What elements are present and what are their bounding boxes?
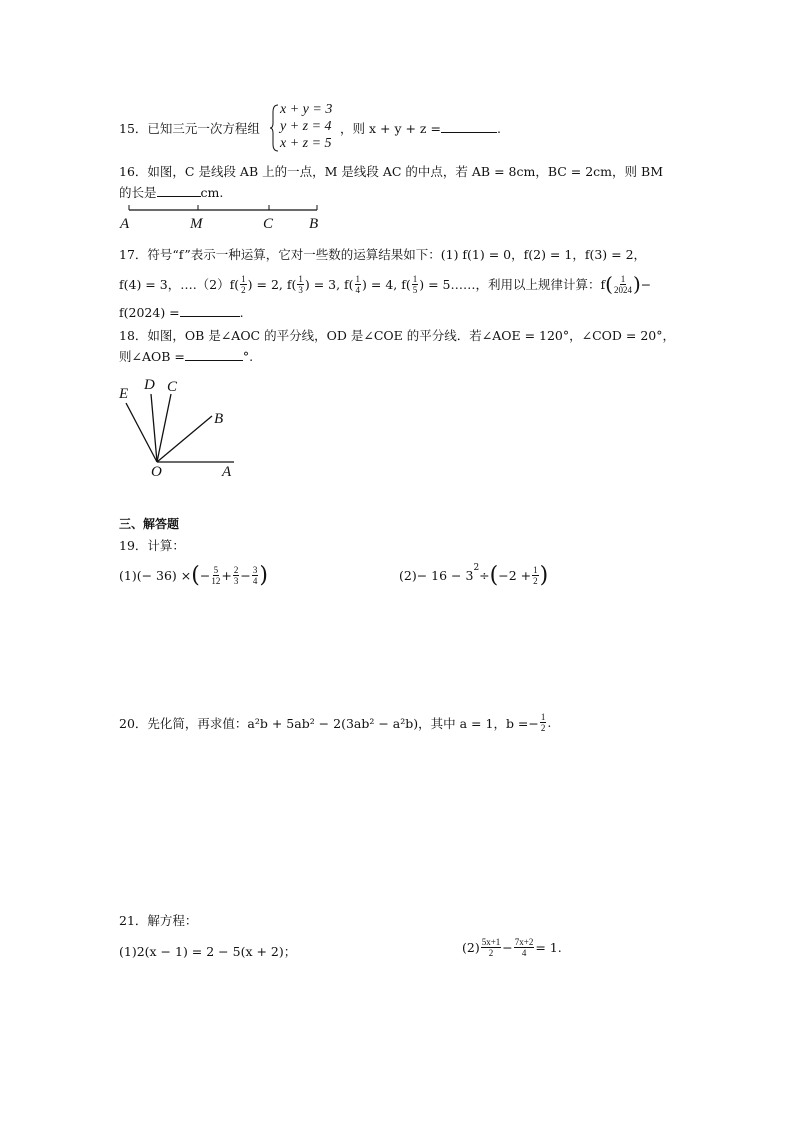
q19-frac-3: $\frac{3}{4}$ [252,565,258,586]
q17-line2: f(4) = 3，….（2）f( $\frac{1}{2}$ ) = 2, f( $\frac{1}{3}$ ) = 3, f( $\frac{1}{4}$ ) = 4, f( $\frac{1}{5}$ ) = 5……，利用以上规律计算：f ( $\frac{1}{2024}$ ) − [119,272,652,296]
point-label-e: E [119,386,129,402]
q21-frac-2: $\frac{7x+2}{4}$ [514,937,534,958]
q19-p2-sup: 2 [473,563,480,573]
q15-end: . [496,121,501,136]
q21-frac-1: $\frac{5x+1}{2}$ [481,937,501,958]
q17-text-b: ) = 2, f( [247,276,297,292]
segment-diagram [115,200,335,234]
point-label-c2: C [167,379,178,395]
q17-text-c: ) = 3, f( [304,276,354,292]
q18-line2 [119,347,253,365]
section-heading: 三、解答题 [119,517,180,531]
point-label-d: D [144,377,155,393]
q15-answer-blank[interactable] [441,120,497,133]
q21-p2-post: = 1. [535,940,562,955]
q19-p2-a: (2)− 16 − 3 [399,568,474,583]
q21-p2-mid: − [502,940,513,955]
q17-frac-3: $\frac{1}{4}$ [355,273,361,295]
point-label-o: O [151,464,162,480]
q19-p1-b: − [199,568,211,583]
q15-brace [270,104,280,152]
q21-p2-pre: (2) [462,940,480,955]
q17-text-d: ) = 4, f( [362,276,411,292]
q17-line3-post: . [239,305,244,320]
q17-frac-1: $\frac{1}{2}$ [241,273,246,295]
point-label-a2: A [222,464,232,480]
q17-text-f: − [640,276,652,292]
q19-title: 19．计算： [119,538,185,553]
q15-suffix-text: ，则 x + y + z = [340,121,441,136]
q20-frac: $\frac{1}{2}$ [540,712,546,733]
q18-line1: 18．如图，OB 是∠AOC 的平分线，OD 是∠COE 的平分线．若∠AOE = 120°，∠COD = 20°， [119,328,676,343]
q19-part2: (2)− 16 − 3 $^2$ ÷ ( −2 + $\frac{1}{2}$ ) [399,563,549,588]
q17-line3 [119,304,244,320]
q16-line2 [119,183,223,201]
q17-answer-blank[interactable] [180,304,240,317]
q19-p2-c: −2 + [498,568,532,583]
q17-line1: 17．符号“f”表示一种运算，它对一些数的运算结果如下：(1) f(1) = 0，f(2) = 1，f(3) = 2， [119,247,647,262]
q15-eq3: x + z = 5 [280,136,332,151]
q20-end: . [547,715,552,730]
q19-part1: (1)(− 36) × ( − $\frac{5}{12}$ + $\frac{2}{3}$ − $\frac{3}{4}$ ) [119,563,268,588]
q21-part2 [462,937,562,958]
q16-line2-post: cm. [200,185,224,200]
q17-text-a: f(4) = 3，….（2）f( [119,277,240,292]
point-label-b2: B [214,411,224,427]
q19-p1-d: − [240,568,251,583]
q18-answer-blank[interactable] [185,348,243,361]
q21-title: 21．解方程： [119,913,198,928]
point-label-a: A [120,216,130,232]
angle-diagram [112,372,262,480]
q17-frac-4: $\frac{1}{5}$ [412,273,418,295]
q19-frac-2: $\frac{2}{3}$ [233,565,239,586]
q15-prefix: 15．已知三元一次方程组 [119,121,260,136]
q19-p1-c: + [221,568,232,583]
q17-line3-pre: f(2024) = [119,305,180,320]
q16-answer-blank[interactable] [157,184,201,197]
q20-text: 20．先化简，再求值：a²b + 5ab² − 2(3ab² − a²b)，其中 a = 1，b =− [119,715,539,731]
q16-line1: 16．如图，C 是线段 AB 上的一点，M 是线段 AC 的中点，若 AB = 8cm，BC = 2cm，则 BM [119,164,663,179]
q16-line2-pre: 的长是 [119,185,157,200]
point-label-b: B [309,216,319,232]
point-label-m: M [190,216,203,232]
q19-frac-4: $\frac{1}{2}$ [533,565,538,586]
q18-line2-post: °. [242,349,254,364]
q19-p1-a: (1)(− 36) × [119,568,192,583]
q17-frac-2: $\frac{1}{3}$ [298,273,303,295]
q15-eq1: x + y = 3 [280,102,333,117]
q17-frac-2024: $\frac{1}{2024}$ [613,273,632,295]
q20-line [119,712,551,733]
q19-frac-1: $\frac{5}{12}$ [211,565,221,586]
point-label-c: C [263,216,274,232]
q17-text-e: ) = 5……，利用以上规律计算：f [419,277,606,292]
q18-line2-pre: 则∠AOB = [119,349,185,364]
q19-p2-b: ÷ [479,568,490,583]
q21-part1: (1)2(x − 1) = 2 − 5(x + 2)； [119,944,297,959]
q15-eq2: y + z = 4 [280,119,332,134]
q15-suffix [340,119,501,137]
